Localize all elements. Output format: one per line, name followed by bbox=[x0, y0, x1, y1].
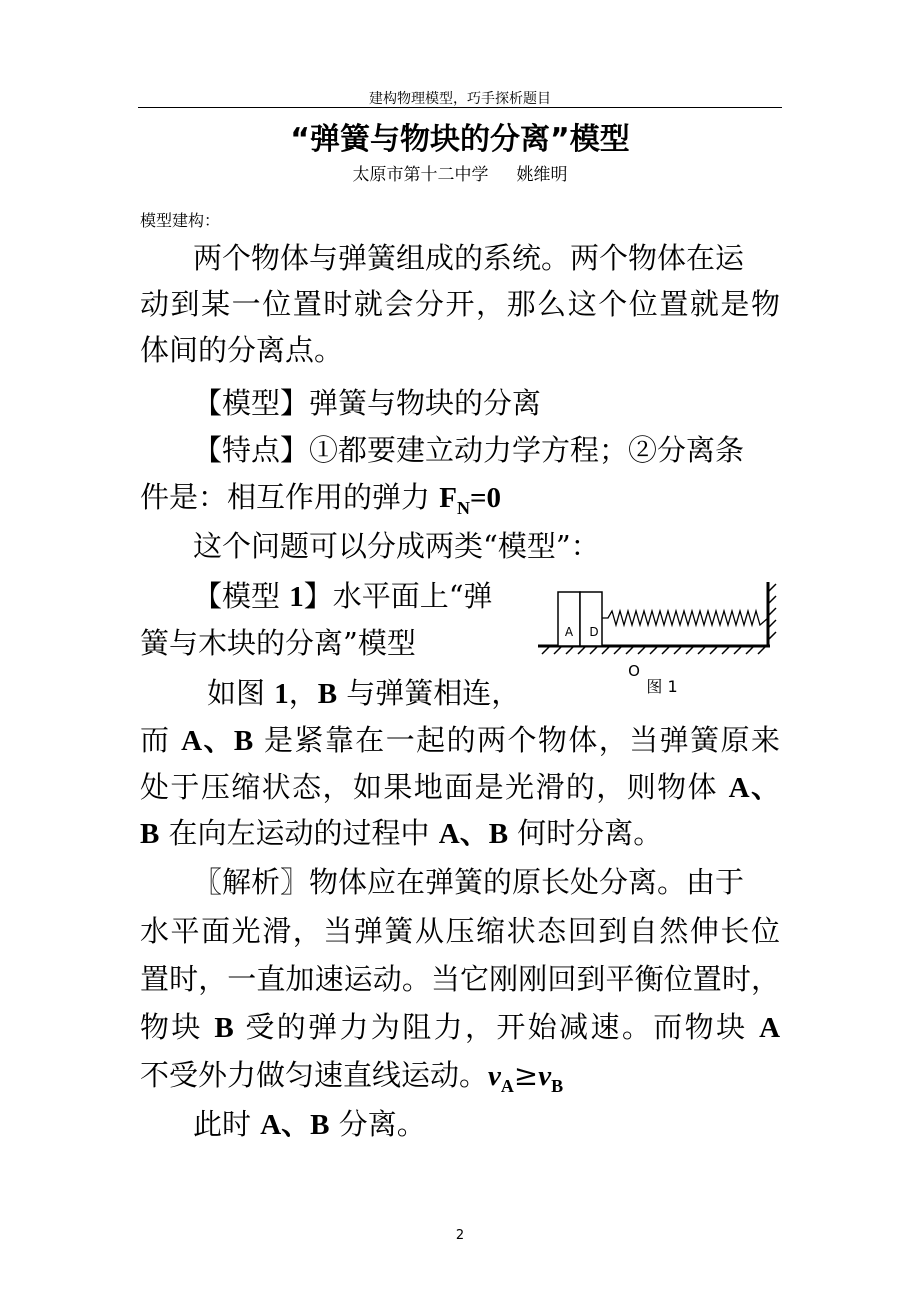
text-line-10 bbox=[207, 673, 520, 714]
velocity-b-subscript: B bbox=[551, 1075, 564, 1096]
var-b: B bbox=[214, 1012, 234, 1044]
text-line-17 bbox=[140, 1007, 780, 1048]
velocity-b: v bbox=[538, 1060, 552, 1092]
text-line-11 bbox=[140, 720, 780, 761]
text-line-12 bbox=[140, 767, 780, 808]
var-a: A、 bbox=[728, 772, 780, 804]
text-line-10-post: 与弹簧相连， bbox=[337, 676, 521, 710]
force-subscript: N bbox=[456, 497, 470, 518]
text-line-17-pre: 物块 bbox=[140, 1010, 215, 1044]
text-line-8 bbox=[193, 576, 493, 617]
text-line-2: 动到某一位置时就会分开，那么这个位置就是物 bbox=[140, 287, 780, 321]
text-line-16: 置时，一直加速运动。当它刚刚回到平衡位置时， bbox=[140, 962, 780, 996]
figure-ref-number: 1 bbox=[274, 678, 289, 710]
text-line-12-pre: 处于压缩状态，如果地面是光滑的，则物体 bbox=[140, 770, 729, 804]
text-line-10-comma: ， bbox=[288, 676, 318, 710]
var-ab: A、B bbox=[438, 818, 509, 850]
origin-label: O bbox=[628, 662, 640, 680]
block-a-label: A bbox=[564, 625, 574, 639]
figure-caption: 图 1 bbox=[646, 677, 678, 696]
var-a: A bbox=[759, 1012, 781, 1044]
text-line-19-post: 分离。 bbox=[329, 1107, 426, 1141]
section-label: 模型建构： bbox=[140, 211, 221, 230]
author-line bbox=[0, 160, 920, 185]
text-line-7: 这个问题可以分成两类“模型”： bbox=[193, 529, 600, 563]
author-school: 太原市第十二中学 bbox=[352, 165, 489, 185]
text-line-1: 两个物体与弹簧组成的系统。两个物体在运 bbox=[193, 241, 745, 275]
text-line-6 bbox=[140, 477, 501, 528]
text-line-14: 〖解析〗物体应在弹簧的原长处分离。由于 bbox=[193, 865, 745, 899]
author-name: 姚维明 bbox=[516, 165, 568, 185]
text-line-13-mid: 在向左运动的过程中 bbox=[159, 816, 439, 850]
velocity-a: v bbox=[488, 1060, 501, 1092]
text-line-9: 簧与木块的分离”模型 bbox=[140, 626, 416, 660]
block-b-label: D bbox=[589, 625, 599, 639]
force-symbol: F bbox=[439, 482, 457, 514]
text-line-18 bbox=[140, 1055, 563, 1106]
text-line-11-post: 是紧靠在一起的两个物体，当弹簧原来 bbox=[253, 723, 780, 757]
text-line-18-pre: 不受外力做匀速直线运动。 bbox=[140, 1058, 489, 1092]
text-line-17-mid: 受的弹力为阻力，开始减速。而物块 bbox=[233, 1010, 760, 1044]
page-number: 2 bbox=[455, 1228, 465, 1243]
var-b: B bbox=[140, 818, 160, 850]
var-ab: A、B bbox=[260, 1109, 330, 1141]
var-ab: A、B bbox=[181, 725, 254, 757]
text-line-8-post: 】水平面上“弹 bbox=[303, 579, 493, 613]
text-line-6-pre: 件是：相互作用的弹力 bbox=[140, 480, 440, 514]
text-line-19-pre: 此时 bbox=[193, 1107, 261, 1141]
figure-1 bbox=[534, 578, 780, 696]
page-title: “弹簧与物块的分离”模型 bbox=[290, 122, 630, 157]
text-line-19 bbox=[193, 1104, 426, 1145]
var-b: B bbox=[317, 678, 338, 710]
running-header: 建构物理模型，巧手探析题目 bbox=[369, 91, 551, 107]
force-value: =0 bbox=[469, 482, 501, 514]
text-line-8-pre: 【模型 bbox=[193, 579, 290, 613]
text-line-5: 【特点】①都要建立动力学方程；②分离条 bbox=[193, 433, 745, 467]
header-rule bbox=[138, 107, 782, 108]
text-line-3: 体间的分离点。 bbox=[140, 333, 344, 367]
text-line-11-pre: 而 bbox=[140, 723, 182, 757]
text-line-10-pre: 如图 bbox=[207, 676, 275, 710]
text-line-13-post: 何时分离。 bbox=[508, 816, 663, 850]
text-line-4: 【模型】弹簧与物块的分离 bbox=[193, 386, 542, 420]
text-line-13 bbox=[140, 813, 662, 854]
geq-sign: ≥ bbox=[513, 1058, 539, 1092]
model-number: 1 bbox=[289, 581, 304, 613]
velocity-a-subscript: A bbox=[500, 1075, 514, 1096]
text-line-15: 水平面光滑，当弹簧从压缩状态回到自然伸长位 bbox=[140, 914, 780, 948]
spring bbox=[602, 611, 768, 625]
